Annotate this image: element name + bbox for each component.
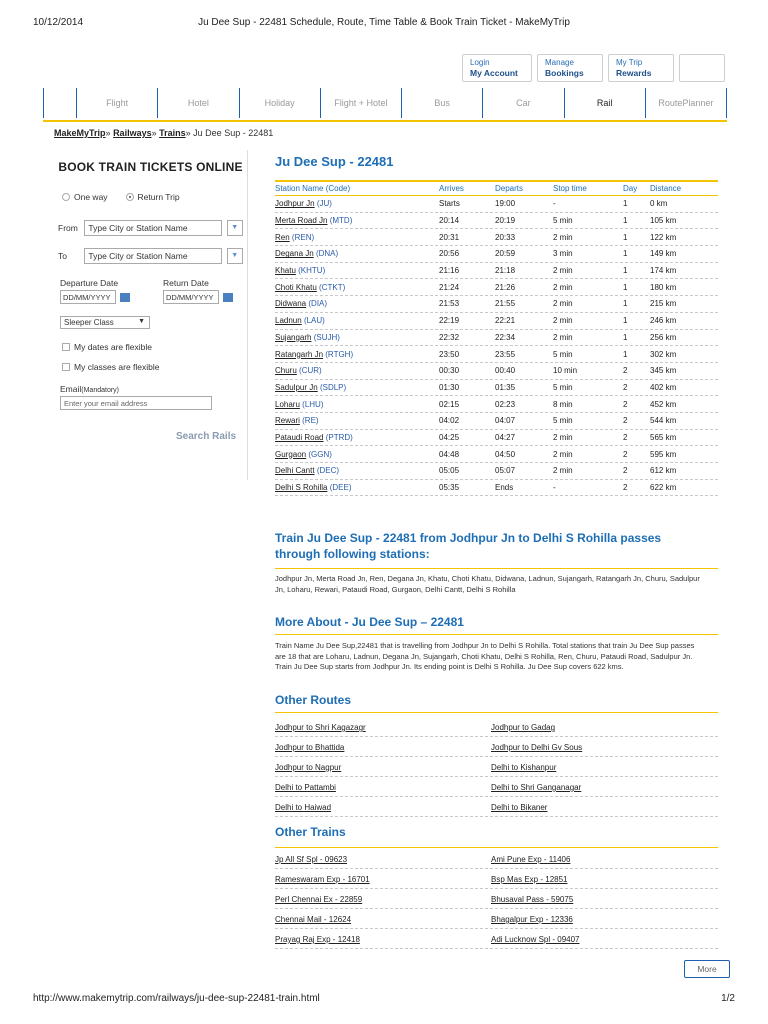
table-row — [275, 363, 718, 380]
station-code: (PTRD) — [325, 432, 353, 442]
breadcrumb-current: Ju Dee Sup - 22481 — [193, 128, 274, 138]
station-link[interactable]: Merta Road Jn — [275, 216, 328, 226]
cell-stop: 5 min — [553, 382, 573, 392]
breadcrumb-sep: » — [151, 128, 157, 138]
passes-rule — [275, 568, 718, 569]
table-row — [275, 463, 718, 480]
breadcrumb-sep: » — [105, 128, 111, 138]
one-way-radio[interactable] — [62, 193, 70, 201]
link-item[interactable]: Bhagalpur Exp - 12336 — [491, 915, 573, 924]
cell-day: 1 — [623, 332, 628, 342]
station-code: (LHU) — [302, 399, 324, 409]
more-button[interactable]: More — [684, 960, 730, 978]
station-cell — [275, 216, 439, 225]
cell-dist: 174 km — [650, 266, 677, 276]
station-code: (DIA) — [308, 299, 328, 309]
cell-arr: 05:05 — [439, 466, 460, 476]
cell-arr: 20:14 — [439, 216, 460, 226]
station-link[interactable]: Jodhpur Jn — [275, 199, 315, 209]
cell-day: 2 — [623, 366, 628, 376]
station-code: (CUR) — [299, 366, 322, 376]
cell-stop: 2 min — [553, 432, 573, 442]
account-bar — [462, 54, 725, 82]
cell-dep: 04:50 — [495, 449, 516, 459]
station-cell — [275, 199, 439, 208]
trip-type-radios — [62, 192, 180, 202]
link-divider — [275, 908, 718, 909]
train-title: Ju Dee Sup - 22481 — [275, 154, 394, 169]
station-code: (KHTU) — [298, 266, 326, 276]
cell-arr: 01:30 — [439, 382, 460, 392]
one-way-option[interactable] — [62, 192, 108, 202]
class-select[interactable] — [60, 316, 150, 329]
station-link[interactable]: Churu — [275, 366, 297, 376]
link-divider — [275, 928, 718, 929]
table-row — [275, 413, 718, 430]
from-label: From — [58, 223, 78, 233]
nav-tab-holiday[interactable]: Holiday — [240, 88, 321, 118]
station-cell — [275, 249, 439, 258]
link-item[interactable]: Jodhpur to Bhattida — [275, 743, 345, 752]
station-code: (CTKT) — [319, 282, 346, 292]
station-code: (JU) — [316, 199, 332, 209]
cell-arr: 22:32 — [439, 332, 460, 342]
return-date-input[interactable]: DD/MM/YYYY — [163, 290, 219, 304]
station-code: (DEC) — [316, 466, 340, 476]
search-rails-button[interactable]: Search Rails — [176, 431, 237, 442]
cell-arr: 02:15 — [439, 399, 460, 409]
flexible-classes-label: My classes are flexible — [74, 362, 160, 372]
cell-dep: 04:07 — [495, 416, 516, 426]
main-content — [275, 150, 718, 944]
cell-stop: 10 min — [553, 366, 578, 376]
cell-day: 2 — [623, 432, 628, 442]
link-item[interactable]: Jodhpur to Delhi Gv Sous — [491, 743, 583, 752]
return-calendar-icon[interactable] — [223, 293, 233, 302]
station-link[interactable]: Degana Jn — [275, 249, 314, 259]
cell-stop: 5 min — [553, 349, 573, 359]
link-item[interactable]: Bhusaval Pass - 59075 — [491, 895, 574, 904]
breadcrumb-sep: » — [185, 128, 191, 138]
from-input[interactable]: Type City or Station Name — [84, 220, 222, 236]
cell-day: 2 — [623, 399, 628, 409]
station-code: (MTD) — [329, 216, 353, 226]
cell-dep: 01:35 — [495, 382, 516, 392]
cell-stop: 2 min — [553, 332, 573, 342]
cell-dep: 22:34 — [495, 332, 516, 342]
cell-dist: 0 km — [650, 199, 668, 209]
nav-home-tab[interactable] — [43, 88, 77, 118]
table-row — [275, 229, 718, 246]
station-link[interactable]: Khatu — [275, 266, 296, 276]
chevron-down-icon: ▼ — [138, 318, 145, 325]
station-cell — [275, 333, 439, 342]
col-departs: Departs — [495, 184, 524, 193]
routes-rule — [275, 712, 718, 713]
station-cell — [275, 483, 439, 492]
print-date: 10/12/2014 — [33, 17, 84, 28]
nav-tab-routeplanner[interactable]: RoutePlanner — [646, 88, 727, 118]
cell-dep: 02:23 — [495, 399, 516, 409]
link-divider — [275, 868, 718, 869]
nav-tab-bus[interactable]: Bus — [402, 88, 483, 118]
station-link[interactable]: Ratangarh Jn — [275, 349, 324, 359]
link-divider — [275, 796, 718, 797]
to-dropdown-icon[interactable]: ▼ — [227, 248, 243, 264]
return-trip-radio[interactable] — [126, 193, 134, 201]
station-cell — [275, 283, 439, 292]
link-item[interactable]: Perl Chennai Ex - 22859 — [275, 895, 363, 904]
table-row — [275, 430, 718, 447]
table-row — [275, 396, 718, 413]
link-item[interactable]: Adi Lucknow Spl - 09407 — [491, 935, 580, 944]
cell-arr: 21:24 — [439, 282, 460, 292]
table-row — [275, 246, 718, 263]
station-code: (SDLP) — [319, 382, 347, 392]
about-text: Train Name Ju Dee Sup,22481 that is travelling from Jodhpur Jn to Delhi S Rohilla. Total stations that train Ju Dee Sup passes are 18 that are Loharu, Ladnun, Degana Jn, Sujangarh, Choti Khatu, Delhi S Rohilla, Ren, Churu, Pataudi Road, Sadulpur Jn. Train Ju Dee Sup starts from Jodhpur Jn. Its ending point is Delhi S Rohilla. Ju Dee Sup covers 622 kms. — [275, 641, 695, 671]
station-code: (REN) — [291, 232, 315, 242]
cell-dist: 256 km — [650, 332, 677, 342]
trains-rule — [275, 847, 718, 848]
station-code: (RTGH) — [325, 349, 354, 359]
cell-day: 2 — [623, 483, 628, 493]
cell-dist: 246 km — [650, 316, 677, 326]
table-row — [275, 213, 718, 230]
email-note: (Mandatory) — [81, 387, 119, 394]
cell-dep: 20:59 — [495, 249, 516, 259]
link-divider — [275, 888, 718, 889]
email-input[interactable]: Enter your email address — [60, 396, 212, 410]
col-distance: Distance — [650, 184, 682, 193]
cell-dist: 345 km — [650, 366, 677, 376]
cell-dist: 215 km — [650, 299, 677, 309]
station-cell — [275, 366, 439, 375]
link-divider — [275, 756, 718, 757]
breadcrumb-railways-link[interactable]: Railways — [113, 128, 152, 138]
cell-arr: 00:30 — [439, 366, 460, 376]
to-label: To — [58, 251, 67, 261]
print-footer — [33, 993, 735, 1007]
link-item[interactable]: Prayag Raj Exp - 12418 — [275, 935, 360, 944]
cell-dep: 00:40 — [495, 366, 516, 376]
link-item[interactable]: Bsp Mas Exp - 12851 — [491, 875, 568, 884]
station-cell — [275, 266, 439, 275]
cell-day: 2 — [623, 382, 628, 392]
cell-arr: 22:19 — [439, 316, 460, 326]
print-url: http://www.makemytrip.com/railways/ju-dee-sup-22481-train.html — [33, 993, 320, 1004]
cell-arr: 04:02 — [439, 416, 460, 426]
station-cell — [275, 400, 439, 409]
cell-dist: 105 km — [650, 216, 677, 226]
cell-day: 2 — [623, 416, 628, 426]
cell-stop: 2 min — [553, 232, 573, 242]
cell-stop: 2 min — [553, 282, 573, 292]
main-nav — [43, 88, 727, 122]
schedule-header-row — [275, 180, 718, 196]
return-trip-label: Return Trip — [137, 192, 180, 202]
link-item[interactable]: Delhi to Pattambi — [275, 783, 336, 792]
cell-dist: 622 km — [650, 483, 677, 493]
link-item[interactable]: Delhi to Kishanpur — [491, 763, 557, 772]
station-link[interactable]: Rewari — [275, 416, 300, 426]
cell-dep: 21:18 — [495, 266, 516, 276]
about-title: More About - Ju Dee Sup – 22481 — [275, 615, 464, 629]
breadcrumb-trains-link[interactable]: Trains — [159, 128, 186, 138]
from-dropdown-icon[interactable]: ▼ — [227, 220, 243, 236]
cell-day: 1 — [623, 299, 628, 309]
one-way-label: One way — [74, 192, 108, 202]
cell-stop: - — [553, 483, 556, 493]
cell-dist: 452 km — [650, 399, 677, 409]
cell-arr: 20:31 — [439, 232, 460, 242]
passes-text: Jodhpur Jn, Merta Road Jn, Ren, Degana Jn, Khatu, Choti Khatu, Didwana, Ladnun, Sujangarh, Ratangarh Jn, Churu, Sadulpur Jn, Loharu, Rewari, Pataudi Road, Gurgaon, Delhi Cantt, Delhi S Rohilla — [275, 574, 700, 594]
cell-arr: 04:25 — [439, 432, 460, 442]
station-code: (SUJH) — [313, 332, 340, 342]
station-link[interactable]: Gurgaon — [275, 449, 307, 459]
link-divider — [275, 948, 718, 949]
cell-dep: 21:26 — [495, 282, 516, 292]
station-link[interactable]: Ladnun — [275, 316, 302, 326]
about-rule — [275, 634, 718, 635]
table-row — [275, 263, 718, 280]
cell-stop: 2 min — [553, 466, 573, 476]
account-extra-box[interactable] — [679, 54, 725, 82]
cell-day: 1 — [623, 249, 628, 259]
class-select-value: Sleeper Class — [64, 318, 114, 327]
breadcrumb — [54, 128, 273, 138]
cell-day: 1 — [623, 282, 628, 292]
cell-stop: 5 min — [553, 416, 573, 426]
cell-stop: - — [553, 199, 556, 209]
cell-stop: 3 min — [553, 249, 573, 259]
departure-date-label: Departure Date — [60, 278, 119, 288]
station-link[interactable]: Choti Khatu — [275, 282, 317, 292]
to-input[interactable]: Type City or Station Name — [84, 248, 222, 264]
breadcrumb-home-link[interactable]: MakeMyTrip — [54, 128, 106, 138]
cell-arr: 23:50 — [439, 349, 460, 359]
cell-arr: Starts — [439, 199, 460, 209]
manage-bookings-button[interactable] — [537, 54, 603, 82]
table-row — [275, 330, 718, 347]
cell-dep: 20:19 — [495, 216, 516, 226]
booking-panel — [54, 150, 248, 480]
manage-big-label: Bookings — [545, 68, 584, 78]
print-header — [33, 17, 735, 31]
cell-stop: 2 min — [553, 266, 573, 276]
cell-dep: 21:55 — [495, 299, 516, 309]
station-code: (DEE) — [329, 483, 352, 493]
station-link[interactable]: Loharu — [275, 399, 300, 409]
link-item[interactable]: Chennai Mail - 12624 — [275, 915, 352, 924]
table-row — [275, 480, 718, 497]
cell-dep: 19:00 — [495, 199, 516, 209]
flexible-dates-option[interactable] — [62, 342, 152, 352]
login-small-label: Login — [470, 58, 490, 67]
cell-dep: Ends — [495, 483, 514, 493]
trip-big-label: Rewards — [616, 68, 652, 78]
cell-dep: 04:27 — [495, 432, 516, 442]
cell-dist: 302 km — [650, 349, 677, 359]
email-label — [60, 384, 119, 394]
station-link[interactable]: Delhi S Rohilla — [275, 483, 328, 493]
station-link[interactable]: Ren — [275, 232, 290, 242]
passes-title: Train Ju Dee Sup - 22481 from Jodhpur Jn to Delhi S Rohilla passes through following stations: — [275, 531, 662, 561]
mytrip-rewards-button[interactable] — [608, 54, 674, 82]
cell-stop: 5 min — [553, 216, 573, 226]
station-cell — [275, 383, 439, 392]
cell-stop: 8 min — [553, 399, 573, 409]
cell-day: 2 — [623, 449, 628, 459]
cell-day: 1 — [623, 349, 628, 359]
from-row — [58, 220, 243, 236]
link-item[interactable]: Ami Pune Exp - 11406 — [491, 855, 571, 864]
table-row — [275, 196, 718, 213]
station-link[interactable]: Sujangarh — [275, 332, 312, 342]
table-row — [275, 446, 718, 463]
station-link[interactable]: Didwana — [275, 299, 307, 309]
cell-dist: 402 km — [650, 382, 677, 392]
cell-day: 1 — [623, 316, 628, 326]
station-code: (LAU) — [303, 316, 325, 326]
departure-date-input[interactable]: DD/MM/YYYY — [60, 290, 116, 304]
print-title: Ju Dee Sup - 22481 Schedule, Route, Time Table & Book Train Ticket - MakeMyTrip — [198, 17, 570, 28]
cell-stop: 2 min — [553, 299, 573, 309]
return-date-label: Return Date — [163, 278, 209, 288]
login-button[interactable] — [462, 54, 532, 82]
station-code: (RE) — [302, 416, 319, 426]
station-cell — [275, 299, 439, 308]
cell-arr: 04:48 — [439, 449, 460, 459]
link-item[interactable]: Jodhpur to Nagpur — [275, 763, 342, 772]
cell-arr: 21:16 — [439, 266, 460, 276]
manage-small-label: Manage — [545, 58, 574, 67]
link-item[interactable]: Jodhpur to Gadag — [491, 723, 556, 732]
cell-day: 1 — [623, 232, 628, 242]
station-link[interactable]: Delhi Cantt — [275, 466, 315, 476]
table-row — [275, 313, 718, 330]
station-cell — [275, 416, 439, 425]
table-row — [275, 296, 718, 313]
col-stop-time: Stop time — [553, 184, 587, 193]
flexible-classes-option[interactable] — [62, 362, 160, 372]
email-label-text: Email — [60, 384, 82, 394]
nav-tab-flight-hotel[interactable]: Flight + Hotel — [321, 88, 402, 118]
print-page-number: 1/2 — [721, 993, 735, 1004]
table-row — [275, 380, 718, 397]
table-row — [275, 279, 718, 296]
station-cell — [275, 466, 439, 475]
cell-day: 1 — [623, 266, 628, 276]
station-code: (DNA) — [315, 249, 339, 259]
station-code: (GGN) — [308, 449, 332, 459]
nav-tab-car[interactable]: Car — [483, 88, 564, 118]
trip-small-label: My Trip — [616, 58, 643, 67]
nav-tab-rail[interactable]: Rail — [565, 88, 646, 118]
cell-arr: 20:56 — [439, 249, 460, 259]
cell-dist: 595 km — [650, 449, 677, 459]
cell-dist: 149 km — [650, 249, 677, 259]
link-divider — [275, 816, 718, 817]
schedule-body — [275, 196, 718, 496]
cell-dist: 612 km — [650, 466, 677, 476]
cell-dep: 05:07 — [495, 466, 516, 476]
booking-panel-title: BOOK TRAIN TICKETS ONLINE — [58, 160, 243, 174]
schedule-table — [275, 180, 718, 496]
link-divider — [275, 736, 718, 737]
cell-arr: 05:35 — [439, 483, 460, 493]
col-arrives: Arrives — [439, 184, 464, 193]
nav-tab-hotel[interactable]: Hotel — [158, 88, 239, 118]
link-item[interactable]: Jp All Sf Spl - 09623 — [275, 855, 348, 864]
link-item[interactable]: Delhi to Shri Ganganagar — [491, 783, 582, 792]
link-item[interactable]: Delhi to Haiwad — [275, 803, 332, 812]
flexible-classes-checkbox[interactable] — [62, 363, 70, 371]
cell-dep: 23:55 — [495, 349, 516, 359]
other-routes-title: Other Routes — [275, 693, 352, 707]
return-trip-option[interactable] — [126, 192, 180, 202]
station-cell — [275, 433, 439, 442]
cell-stop: 2 min — [553, 449, 573, 459]
col-station: Station Name (Code) — [275, 184, 351, 193]
cell-dep: 20:33 — [495, 232, 516, 242]
cell-day: 2 — [623, 466, 628, 476]
station-cell — [275, 233, 439, 242]
cell-dist: 122 km — [650, 232, 677, 242]
departure-calendar-icon[interactable] — [120, 293, 130, 302]
link-item[interactable]: Jodhpur to Shri Kagazagr — [275, 723, 366, 732]
link-divider — [275, 776, 718, 777]
cell-dep: 22:21 — [495, 316, 516, 326]
cell-stop: 2 min — [553, 316, 573, 326]
station-cell — [275, 316, 439, 325]
cell-day: 1 — [623, 216, 628, 226]
table-row — [275, 346, 718, 363]
nav-tab-flight[interactable]: Flight — [77, 88, 158, 118]
flexible-dates-label: My dates are flexible — [74, 342, 152, 352]
login-big-label: My Account — [470, 68, 518, 78]
station-link[interactable]: Sadulpur Jn — [275, 382, 318, 392]
station-cell — [275, 450, 439, 459]
station-cell — [275, 350, 439, 359]
flexible-dates-checkbox[interactable] — [62, 343, 70, 351]
other-trains-title: Other Trains — [275, 825, 346, 839]
cell-arr: 21:53 — [439, 299, 460, 309]
cell-day: 1 — [623, 199, 628, 209]
cell-dist: 180 km — [650, 282, 677, 292]
link-item[interactable]: Delhi to Bikaner — [491, 803, 548, 812]
cell-dist: 544 km — [650, 416, 677, 426]
cell-dist: 565 km — [650, 432, 677, 442]
to-row — [58, 248, 243, 264]
link-item[interactable]: Rameswaram Exp - 16701 — [275, 875, 370, 884]
col-day: Day — [623, 184, 638, 193]
station-link[interactable]: Pataudi Road — [275, 432, 324, 442]
